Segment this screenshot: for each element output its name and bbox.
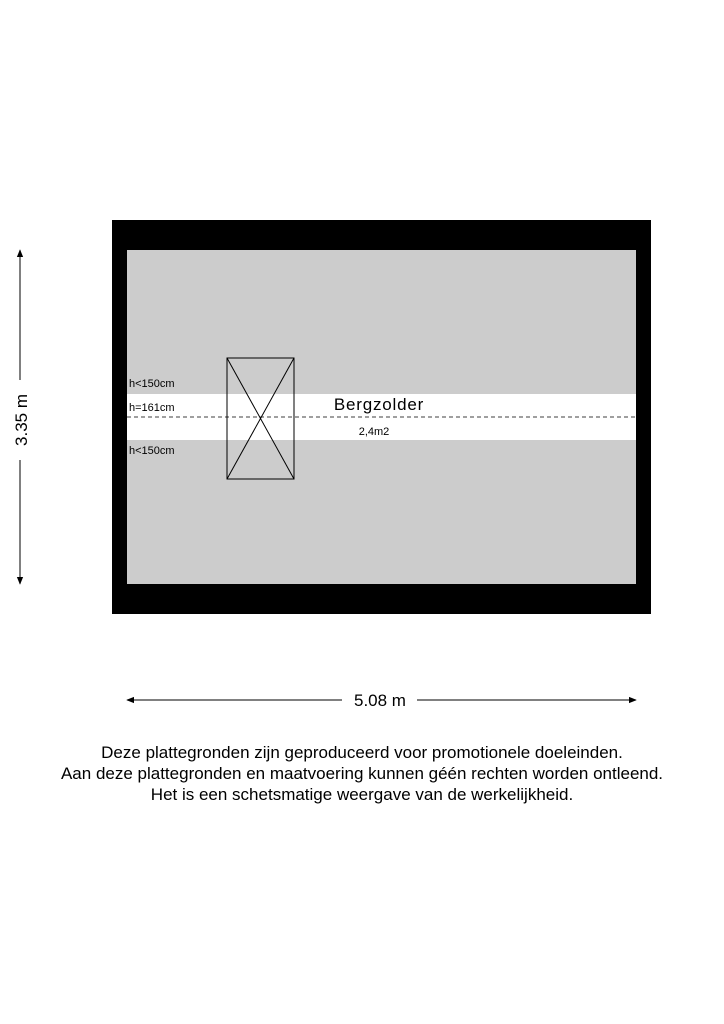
room-name: Bergzolder	[333, 395, 425, 414]
height-label-middle: h=161cm	[129, 402, 175, 414]
height-dimension-label: 3.35 m	[12, 394, 31, 446]
room-area: 2,4m2	[358, 426, 390, 438]
height-label-top: h<150cm	[129, 378, 175, 390]
height-dimension	[12, 250, 31, 584]
height-label-bottom: h<150cm	[129, 445, 175, 457]
disclaimer-line-3: Het is een schetsmatige weergave van de werkelijkheid.	[150, 785, 574, 804]
width-dimension	[127, 691, 636, 710]
disclaimer	[0, 742, 724, 805]
width-dimension-label: 5.08 m	[354, 691, 406, 710]
disclaimer-line-1: Deze plattegronden zijn geproduceerd voor promotionele doeleinden.	[101, 743, 623, 762]
disclaimer-line-2: Aan deze plattegronden en maatvoering kunnen géén rechten worden ontleend.	[60, 764, 664, 783]
